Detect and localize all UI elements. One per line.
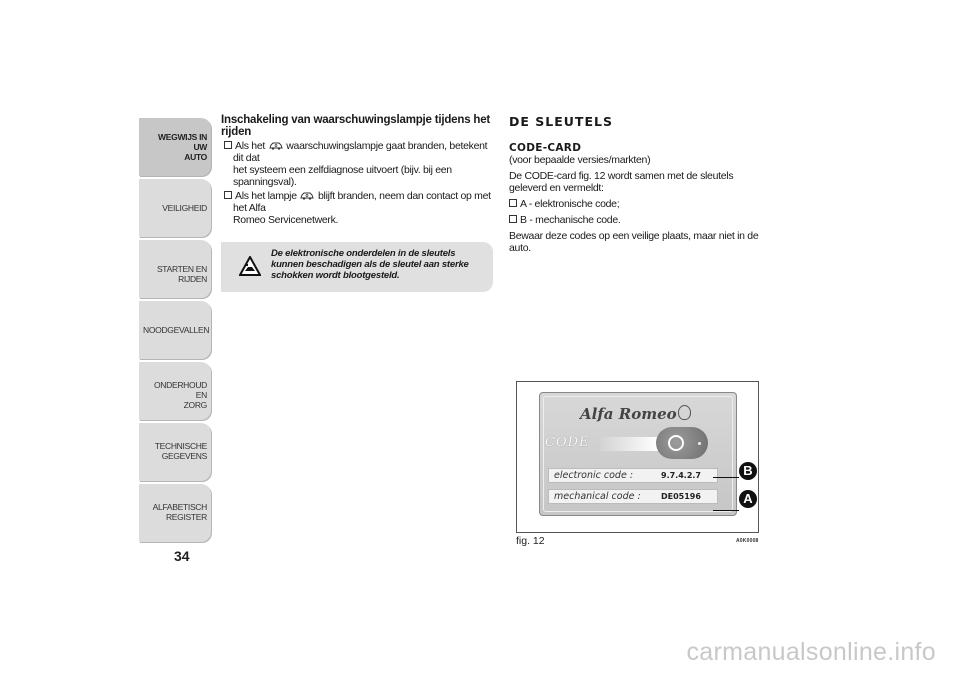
sub-title: CODE-CARD bbox=[509, 142, 582, 154]
tab-label: REGISTER bbox=[165, 512, 207, 522]
brand-logo: Alfa Romeo bbox=[580, 405, 677, 423]
tab-label: VEILIGHEID bbox=[162, 203, 207, 213]
bullet-text: Als het bbox=[235, 140, 265, 152]
tab-veiligheid[interactable] bbox=[139, 179, 211, 237]
mechanical-code-row bbox=[548, 489, 718, 504]
tab-noodgevallen[interactable] bbox=[139, 301, 211, 359]
tab-label: ONDERHOUD EN bbox=[153, 380, 207, 400]
tab-label: ALFABETISCH bbox=[152, 502, 207, 512]
page-number: 34 bbox=[174, 548, 190, 564]
figure-image-code: A0K0008 bbox=[736, 538, 759, 544]
bullet-text: waarschuwingslampje gaat branden, betekent dit dat bbox=[233, 140, 488, 164]
section-heading bbox=[221, 114, 493, 138]
callout-line-b bbox=[713, 477, 739, 478]
right-column bbox=[509, 114, 759, 254]
bullet-text: Romeo Servicenetwerk. bbox=[233, 214, 339, 226]
left-column bbox=[221, 114, 493, 292]
key-logo-icon bbox=[668, 435, 684, 451]
watermark: carmanualsonline.info bbox=[686, 638, 936, 666]
tab-label: TECHNISCHE bbox=[154, 441, 207, 451]
tab-label: AUTO bbox=[184, 152, 207, 162]
figure-caption: fig. 12 bbox=[516, 535, 545, 547]
callout-a: A bbox=[739, 490, 757, 508]
tab-wegwijs-in-uw-auto[interactable] bbox=[139, 118, 211, 176]
bullet-text: het systeem een zelfdiagnose uitvoert (bijv. bij een spanningsval). bbox=[233, 164, 452, 188]
sub-note: (voor bepaalde versies/markten) bbox=[509, 154, 651, 166]
car-key-warning-lamp-icon bbox=[300, 191, 314, 200]
arrow-graphic bbox=[600, 437, 658, 451]
bullet-text: Als het lampje bbox=[235, 190, 297, 202]
code-card bbox=[539, 392, 737, 516]
checkbox-bullet-icon bbox=[509, 199, 517, 207]
heading-line: Inschakeling van waarschuwingslampje tijdens het bbox=[221, 114, 491, 126]
warning-box bbox=[221, 242, 493, 292]
tab-onderhoud-en-zorg[interactable] bbox=[139, 362, 211, 420]
warning-text: De elektronische onderdelen in de sleutels kunnen beschadigen als de sleutel aan sterke schokken wordt blootgesteld. bbox=[271, 248, 469, 281]
callout-line-a bbox=[713, 510, 739, 511]
car-key-warning-lamp-icon bbox=[269, 141, 283, 150]
list-item-text: B - mechanische code. bbox=[520, 214, 621, 226]
tab-technische-gegevens[interactable] bbox=[139, 423, 211, 481]
bullet-item bbox=[221, 140, 493, 188]
tab-label: GEGEVENS bbox=[161, 451, 207, 461]
mechanical-code-label: mechanical code : bbox=[554, 491, 641, 502]
checkbox-bullet-icon bbox=[224, 141, 232, 149]
code-label: CODE bbox=[545, 435, 590, 450]
tab-label: ZORG bbox=[183, 400, 207, 410]
paragraph: De CODE-card fig. 12 wordt samen met de sleutels geleverd en vermeldt: bbox=[509, 170, 734, 194]
bullet-text: blijft branden, neem dan contact op met het Alfa bbox=[233, 190, 491, 214]
checkbox-bullet-icon bbox=[224, 191, 232, 199]
list-item bbox=[509, 214, 759, 226]
checkbox-bullet-icon bbox=[509, 215, 517, 223]
electronic-code-value: 9.7.4.2.7 bbox=[661, 471, 701, 480]
key-dot bbox=[698, 442, 701, 445]
callout-b: B bbox=[739, 462, 757, 480]
tab-starten-en-rijden[interactable] bbox=[139, 240, 211, 298]
key-icon bbox=[656, 427, 708, 459]
warning-triangle-icon bbox=[239, 256, 261, 276]
figure-code-card bbox=[516, 381, 759, 533]
electronic-code-label: electronic code : bbox=[554, 470, 634, 481]
mechanical-code-value: DE05196 bbox=[661, 492, 701, 501]
brand-badge-icon bbox=[678, 405, 691, 420]
list-item bbox=[509, 198, 759, 210]
tab-label: NOODGEVALLEN bbox=[143, 325, 210, 335]
tab-label: STARTEN EN RIJDEN bbox=[156, 264, 207, 284]
list-item-text: A - elektronische code; bbox=[520, 198, 620, 210]
section-title: DE SLEUTELS bbox=[509, 114, 613, 129]
heading-line: rijden bbox=[221, 126, 252, 138]
tab-alfabetisch-register[interactable] bbox=[139, 484, 211, 542]
tab-label: WEGWIJS IN UW bbox=[158, 132, 207, 152]
electronic-code-row bbox=[548, 468, 718, 483]
bullet-item bbox=[221, 190, 493, 226]
paragraph: Bewaar deze codes op een veilige plaats, maar niet in de auto. bbox=[509, 230, 759, 254]
